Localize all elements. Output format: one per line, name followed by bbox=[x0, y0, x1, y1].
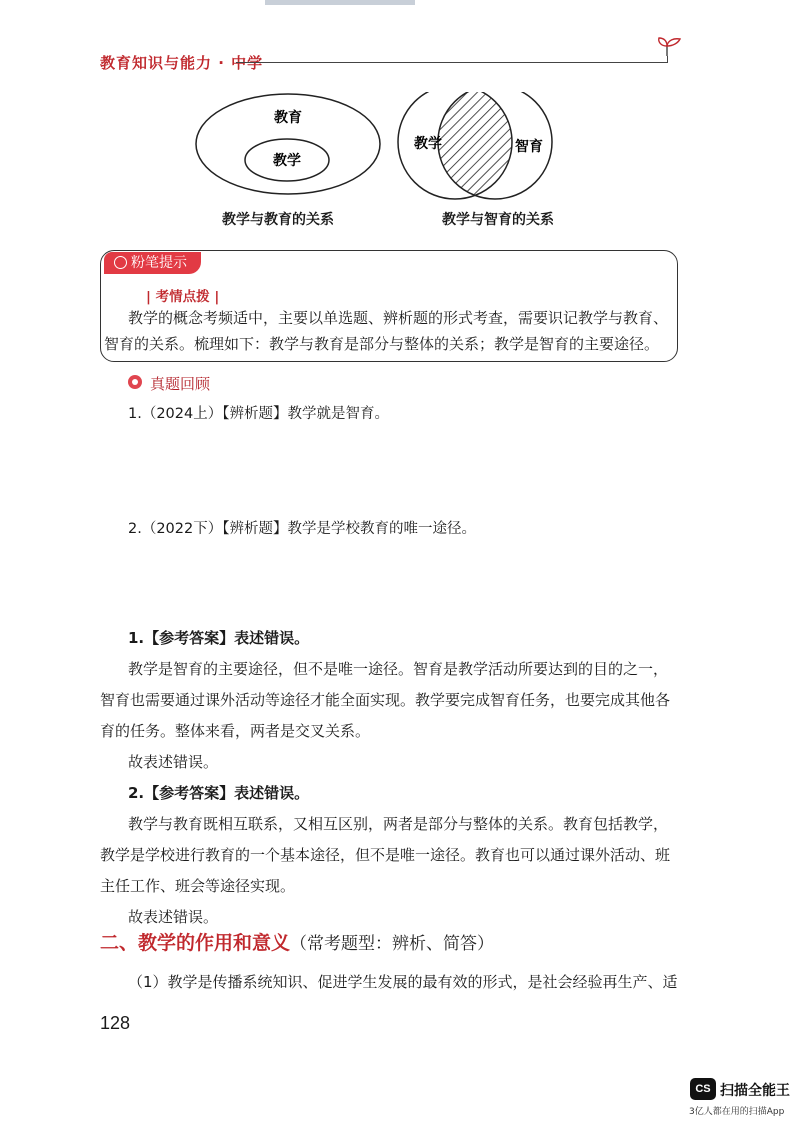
caption-teaching-intellectual: 教学与智育的关系 bbox=[442, 212, 554, 228]
section-2-paragraph: （1）教学是传播系统知识、促进学生发展的最有效的形式，是社会经验再生产、适 bbox=[128, 973, 678, 991]
answer-2-head: 2.【参考答案】表述错误。 bbox=[128, 784, 310, 802]
intellectual-circle-label: 智育 bbox=[515, 139, 543, 155]
answer-2-conclusion: 故表述错误。 bbox=[128, 908, 219, 926]
tip-tag: 粉笔提示 bbox=[104, 252, 201, 274]
running-title: 教育知识与能力 · 中学 bbox=[100, 54, 264, 72]
answer-1-head: 1.【参考答案】表述错误。 bbox=[128, 629, 310, 647]
tip-line-2: 智育的关系。梳理如下：教学与教育是部分与整体的关系；教学是智育的主要途径。 bbox=[104, 335, 660, 353]
camscanner-tagline: 3亿人都在用的扫描App bbox=[689, 1107, 785, 1117]
answer-2-line-1: 教学与教育既相互联系，又相互区别，两者是部分与整体的关系。教育包括教学， bbox=[128, 815, 669, 833]
question-2: 2.（2022下）【辨析题】教学是学校教育的唯一途径。 bbox=[128, 521, 476, 537]
answer-2-line-3: 主任工作、班会等途径实现。 bbox=[100, 877, 296, 895]
education-label: 教育 bbox=[274, 110, 302, 126]
camscanner-logo: CS bbox=[690, 1078, 716, 1100]
teaching-circle-label: 教学 bbox=[414, 136, 442, 152]
tip-line-1: 教学的概念考频适中，主要以单选题、辨析题的形式考查，需要识记教学与教育、 bbox=[128, 309, 669, 327]
scan-top-mark bbox=[265, 0, 415, 5]
page-number: 128 bbox=[100, 1013, 131, 1033]
section-2-heading: 二、教学的作用和意义（常考题型：辨析、简答） bbox=[100, 932, 495, 954]
sprout-icon bbox=[656, 36, 686, 58]
teaching-intellectual-diagram bbox=[398, 92, 552, 199]
camscanner-name: 扫描全能王 bbox=[720, 1083, 790, 1099]
education-outer-ellipse bbox=[196, 94, 380, 194]
answer-1-conclusion: 故表述错误。 bbox=[128, 753, 219, 771]
answer-1-line-3: 育的任务。整体来看，两者是交叉关系。 bbox=[100, 722, 371, 740]
review-icon bbox=[128, 375, 142, 389]
answer-2-line-2: 教学是学校进行教育的一个基本途径，但不是唯一途径。教育也可以通过课外活动、班 bbox=[100, 846, 671, 864]
header-rule bbox=[236, 62, 668, 63]
answer-1-line-2: 智育也需要通过课外活动等途径才能全面实现。教学要完成智育任务，也要完成其他各 bbox=[100, 691, 671, 709]
tip-subtitle: | 考情点拨 | bbox=[146, 289, 220, 305]
review-title: 真题回顾 bbox=[150, 375, 211, 393]
answer-1-line-1: 教学是智育的主要途径，但不是唯一途径。智育是教学活动所要达到的目的之一， bbox=[128, 660, 669, 678]
education-set-diagram bbox=[196, 94, 380, 194]
chalk-icon bbox=[114, 256, 127, 269]
question-1: 1.（2024上）【辨析题】教学就是智育。 bbox=[128, 406, 389, 422]
caption-teaching-education: 教学与教育的关系 bbox=[222, 212, 334, 228]
section-2-question-types: （常考题型：辨析、简答） bbox=[290, 934, 495, 954]
teaching-label: 教学 bbox=[273, 153, 301, 169]
